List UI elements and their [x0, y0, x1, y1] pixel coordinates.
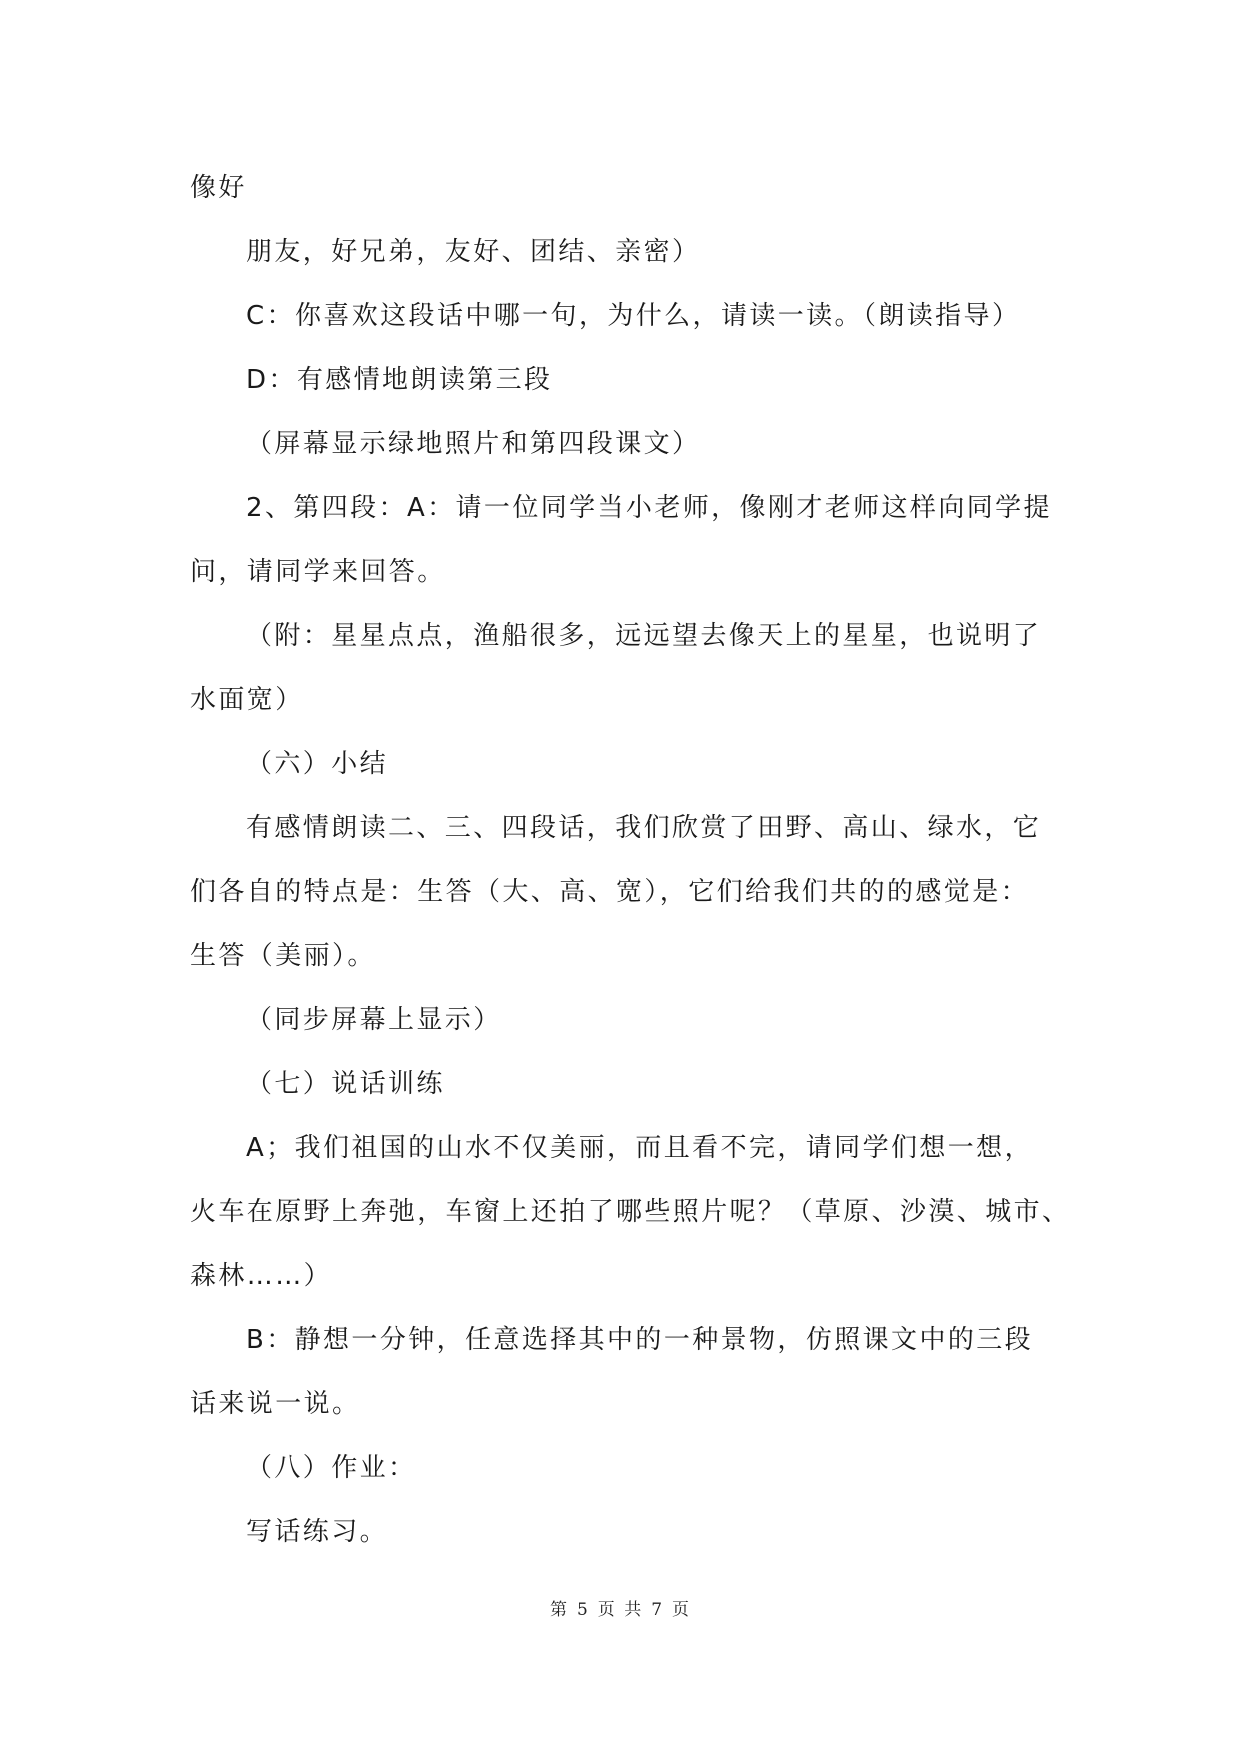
text-line: （六）小结 [246, 749, 389, 779]
text-line: 火车在原野上奔弛，车窗上还拍了哪些照片呢？（草原、沙漠、城市、 [190, 1197, 1071, 1227]
footer-current-page: 5 [576, 1600, 590, 1620]
footer-middle: 页 共 [597, 1600, 644, 1620]
text-line: （同步屏幕上显示） [246, 1005, 502, 1035]
text-line: （屏幕显示绿地照片和第四段课文） [246, 429, 701, 459]
text-line: 们各自的特点是：生答（大、高、宽），它们给我们共的的感觉是： [190, 877, 1030, 907]
text-line: 有感情朗读二、三、四段话，我们欣赏了田野、高山、绿水，它 [246, 813, 1042, 843]
text-line: 生答（美丽）。 [190, 941, 376, 971]
footer-total-pages: 7 [651, 1600, 665, 1620]
page-footer [0, 1595, 1241, 1620]
text-line: （七）说话训练 [246, 1069, 445, 1099]
text-line: C：你喜欢这段话中哪一句，为什么，请读一读。（朗读指导） [246, 301, 1021, 331]
text-line: 像好 [190, 173, 247, 203]
text-line: （附：星星点点，渔船很多，远远望去像天上的星星，也说明了 [246, 621, 1042, 651]
footer-suffix: 页 [672, 1600, 692, 1620]
text-line: D：有感情地朗读第三段 [246, 365, 553, 395]
text-line: （八）作业： [246, 1453, 417, 1483]
text-line: 写话练习。 [246, 1517, 389, 1547]
text-line: 2、第四段：A：请一位同学当小老师，像刚才老师这样向同学提 [246, 493, 1052, 523]
text-line: A；我们祖国的山水不仅美丽，而且看不完，请同学们想一想， [246, 1133, 1033, 1163]
text-line: 水面宽） [190, 685, 304, 715]
text-line: B：静想一分钟，任意选择其中的一种景物，仿照课文中的三段 [246, 1325, 1034, 1355]
footer-prefix: 第 [549, 1600, 569, 1620]
text-line: 话来说一说。 [190, 1389, 361, 1419]
text-line: 森林……） [190, 1261, 333, 1291]
document-body [190, 156, 1071, 1564]
text-line: 朋友，好兄弟，友好、团结、亲密） [246, 237, 701, 267]
text-line: 问，请同学来回答。 [190, 557, 446, 587]
